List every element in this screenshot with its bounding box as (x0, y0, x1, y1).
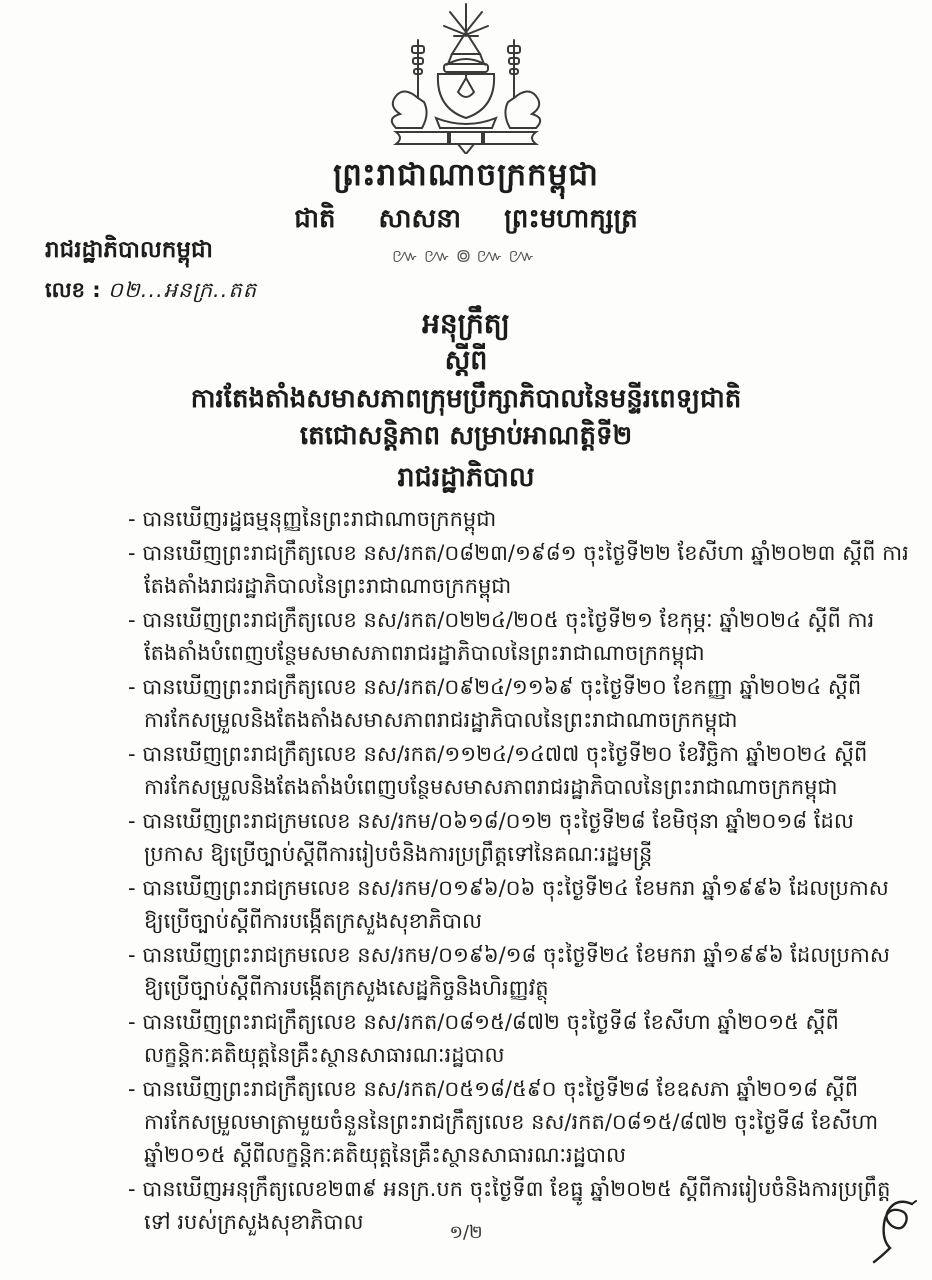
issuer-block (45, 236, 257, 308)
clause-item: - បានឃើញព្រះរាជក្រឹត្យលេខ នស/រកត/០៥១៨/៥៩០ ចុះថ្ងៃទី២៨ ខែឧសភា ឆ្នាំ២០១៨ ស្តីពី ការកែសម្រួលមាត្រាមួយចំនួននៃព្រះរាជក្រឹត្យលេខ នស/រកត/០៨១៥/៨៧២ ចុះថ្ងៃទី៨ ខែសីហា ឆ្នាំ២០១៥ ស្តីពីលក្ខន្តិកៈគតិយុត្តនៃគ្រឹះស្ថានសាធារណៈរដ្ឋបាល (128, 1077, 879, 1167)
authority-title: រាជរដ្ឋាភិបាល (397, 462, 535, 493)
clause-item: - បានឃើញអនុក្រឹត្យលេខ២៣៩ អនក្រ.បក ចុះថ្ងៃទី៣ ខែធ្នូ ឆ្នាំ២០២៥ ស្តីពីការរៀបចំនិងការប្រព្រឹត្តទៅ របស់ក្រសួងសុខាភិបាល (128, 1177, 891, 1234)
document-number-label: លេខ : (45, 278, 101, 302)
page-number: ១/២ (449, 1222, 483, 1243)
signature-mark-icon (868, 1200, 918, 1266)
document-type-title: អនុក្រឹត្យ (422, 307, 510, 340)
issuer-name: រាជរដ្ឋាភិបាលកម្ពុជា (45, 237, 213, 263)
national-motto: ជាតិ សាសនា ព្រះមហាក្សត្រ (294, 204, 638, 234)
clause-item: - បានឃើញព្រះរាជក្រមលេខ នស/រកម/០១៩៦/០៦ ចុះថ្ងៃទី២៤ ខែមករា ឆ្នាំ១៩៩៦ ដែលប្រកាស ឱ្យប្រើច្បាប់ស្តីពីការបង្កើតក្រសួងសុខាភិបាល (128, 876, 889, 933)
subject-line-2: តេជោសន្តិភាព សម្រាប់អាណត្តិទី២ (299, 421, 633, 451)
clause-item: - បានឃើញព្រះរាជក្រឹត្យលេខ នស/រកត/០២២៤/២០៥ ចុះថ្ងៃទី២១ ខែកុម្ភៈ ឆ្នាំ២០២៤ ស្តីពី ការតែងតាំងបំពេញបន្ថែមសមាសភាពរាជរដ្ឋាភិបាលនៃព្រះរាជាណាចក្រកម្ពុជា (128, 608, 875, 665)
clause-item: - បានឃើញព្រះរាជក្រឹត្យលេខ នស/រកត/០៨១៥/៨៧២ ចុះថ្ងៃទី៨ ខែសីហា ឆ្នាំ២០១៥ ស្តីពី លក្ខន្តិកៈគតិយុត្តនៃគ្រឹះស្ថានសាធារណៈរដ្ឋបាល (128, 1010, 839, 1067)
clause-item: - បានឃើញព្រះរាជក្រមលេខ នស/រកម/០១៩៦/១៨ ចុះថ្ងៃទី២៤ ខែមករា ឆ្នាំ១៩៩៦ ដែលប្រកាស ឱ្យប្រើច្បាប់ស្តីពីការបង្កើតក្រសួងសេដ្ឋកិច្ចនិងហិរញ្ញវត្ថុ (128, 943, 890, 1000)
preamble-clauses (128, 503, 910, 1240)
royal-arms-emblem (0, 2, 932, 154)
signature-initial (868, 1200, 918, 1266)
clause-item: - បានឃើញព្រះរាជក្រមលេខ នស/រកម/០៦១៨/០១២ ចុះថ្ងៃទី២៨ ខែមិថុនា ឆ្នាំ២០១៨ ដែលប្រកាស ឱ្យប្រើច្បាប់ស្តីពីការរៀបចំនិងការប្រព្រឹត្តទៅនៃគណៈរដ្ឋមន្ត្រី (128, 809, 854, 866)
clause-item: - បានឃើញព្រះរាជក្រឹត្យលេខ នស/រកត/០៨២៣/១៩៨១ ចុះថ្ងៃទី២២ ខែសីហា ឆ្នាំ២០២៣ ស្តីពី ការតែងតាំងរាជរដ្ឋាភិបាលនៃព្រះរាជាណាចក្រកម្ពុជា (128, 541, 909, 598)
document-number-line (45, 277, 257, 308)
clause-item: - បានឃើញព្រះរាជក្រឹត្យលេខ នស/រកត/១១២៤/១៤៧៧ ចុះថ្ងៃទី២០ ខែវិច្ឆិកា ឆ្នាំ២០២៤ ស្តីពី ការកែសម្រួលនិងតែងតាំងបំពេញបន្ថែមសមាសភាពរាជរដ្ឋាភិបាលនៃព្រះរាជាណាចក្រកម្ពុជា (128, 742, 868, 799)
subject-line-1: ការតែងតាំងសមាសភាពក្រុមប្រឹក្សាភិបាលនៃមន្ទីរពេទ្យជាតិ (190, 384, 742, 414)
kingdom-title: ព្រះរាជាណាចក្រកម្ពុជា (333, 157, 599, 193)
clause-list (128, 503, 910, 1239)
clause-item: - បានឃើញរដ្ឋធម្មនុញ្ញនៃព្រះរាជាណាចក្រកម្ពុជា (128, 507, 497, 531)
document-number-value: ០២...អនក្រ..តត (108, 278, 258, 302)
clause-item: - បានឃើញព្រះរាជក្រឹត្យលេខ នស/រកត/០៩២៤/១១៦៩ ចុះថ្ងៃទី២០ ខែកញ្ញា ឆ្នាំ២០២៤ ស្តីពី ការកែសម្រួលនិងតែងតាំងសមាសភាពរាជរដ្ឋាភិបាលនៃព្រះរាជាណាចក្រកម្ពុជា (128, 675, 862, 732)
royal-arms-icon (366, 2, 566, 154)
concerning-label: ស្តីពី (444, 345, 488, 376)
ornament-divider: ៚៚៙៚៚ (391, 245, 541, 267)
